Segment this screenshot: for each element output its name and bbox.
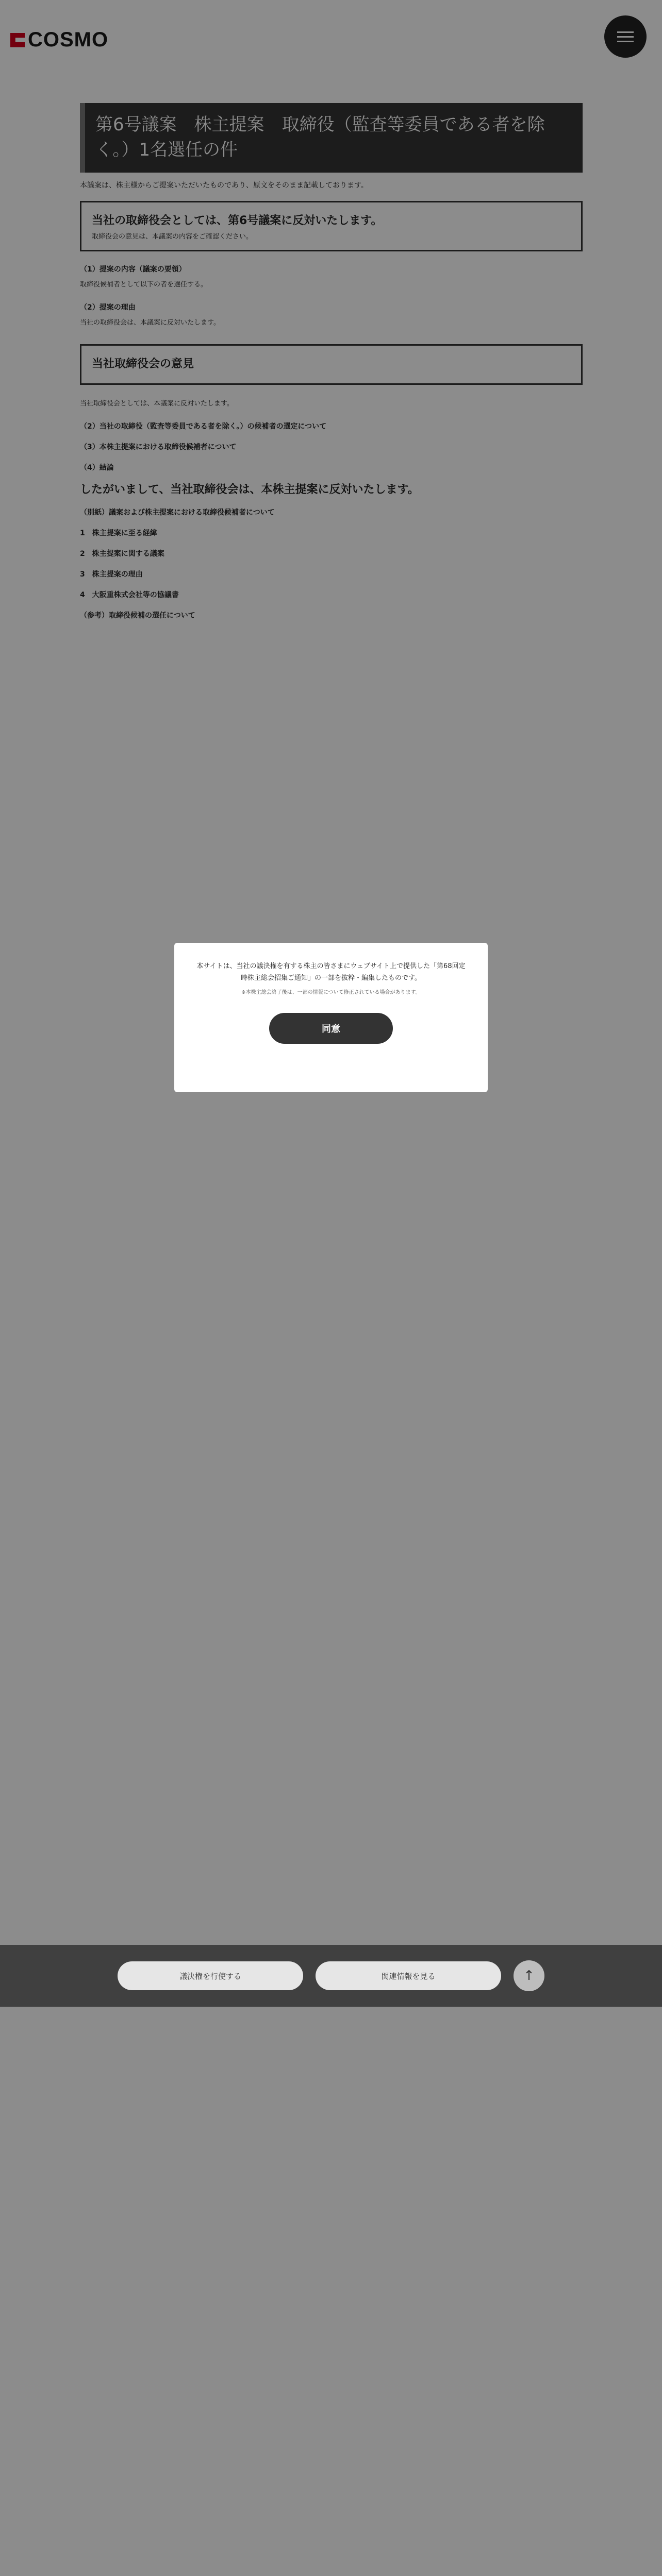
section-heading: （3）本株主提案における取締役候補者について	[80, 443, 237, 452]
intro-text: 本議案は、株主様からご提案いただいたものであり、原文をそのまま記載しております。	[80, 181, 368, 190]
body-paragraph: 取締役候補者として以下の者を選任する。	[80, 281, 208, 289]
related-info-label: 関連情報を見る	[381, 1971, 436, 1981]
section-heading: 1 株主提案に至る経緯	[80, 529, 157, 538]
agree-button[interactable]: 同意	[269, 1013, 393, 1044]
board-opinion-heading: 当社取締役会の意見	[92, 358, 194, 371]
page-title: 第6号議案 株主提案 取締役（監査等委員である者を除く。）1名選任の件	[80, 103, 583, 173]
section-heading: （1）提案の内容（議案の要領）	[80, 265, 186, 274]
section-heading: （別紙）議案および株主提案における取締役候補者について	[80, 509, 275, 517]
board-opinion-sub: 取締役会の意見は、本議案の内容をご確認ください。	[92, 233, 253, 241]
section-heading: 4 大阪重株式会社等の協議書	[80, 591, 179, 600]
consent-dialog	[174, 943, 488, 1092]
consent-note: ※本株主総会終了後は、一部の情報について修正されている場合があります。	[241, 989, 421, 995]
section-heading: （4）結論	[80, 464, 114, 472]
section-heading: （2）提案の理由	[80, 303, 136, 312]
consent-message: 本サイトは、当社の議決権を有する株主の皆さまにウェブサイト上で提供した「第68回定時株主総会招集ご通知」の一部を抜粋・編集したものです。	[196, 962, 466, 982]
section-heading: 2 株主提案に関する議案	[80, 550, 164, 558]
conclusion-line: したがいまして、当社取締役会は、本株主提案に反対いたします。	[80, 483, 419, 497]
section-heading: （参考）取締役候補の選任について	[80, 612, 195, 620]
bottom-navigation-bar	[0, 1945, 662, 2007]
related-info-button[interactable]	[316, 1961, 501, 1990]
logo-text: COSMO	[28, 28, 109, 51]
vote-button-label: 議決権を行使する	[179, 1971, 241, 1981]
board-opinion-lead: 当社の取締役会としては、第6号議案に反対いたします。	[92, 214, 383, 228]
vote-button[interactable]	[118, 1961, 303, 1990]
body-paragraph: 当社取締役会としては、本議案に反対いたします。	[80, 400, 234, 408]
body-paragraph: 当社の取締役会は、本議案に反対いたします。	[80, 319, 220, 327]
arrow-up-icon[interactable]: ↑	[514, 1960, 544, 1991]
section-heading: 3 株主提案の理由	[80, 570, 143, 579]
section-heading: （2）当社の取締役（監査等委員である者を除く。）の候補者の選定について	[80, 422, 327, 431]
